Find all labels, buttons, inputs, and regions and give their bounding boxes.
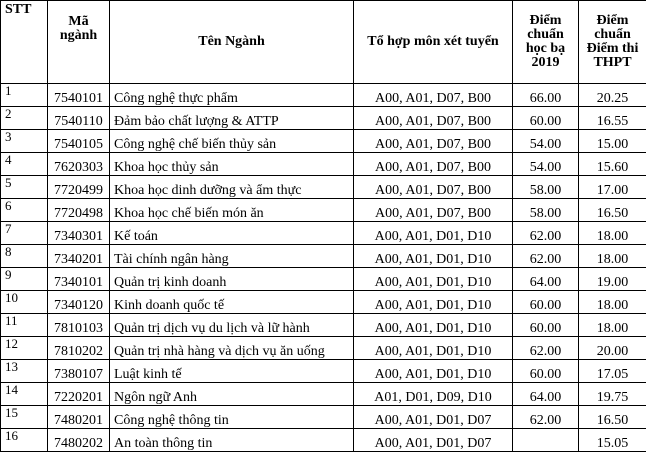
cell-ten-nganh: Quản trị kinh doanh: [110, 268, 354, 291]
cell-ten-nganh: Đảm bảo chất lượng & ATTP: [110, 107, 354, 130]
cell-diem-hoc-ba: 58.00: [513, 199, 579, 222]
cell-ma-nganh: 7720499: [48, 176, 110, 199]
cell-ma-nganh: 7340120: [48, 291, 110, 314]
cell-ten-nganh: Tài chính ngân hàng: [110, 245, 354, 268]
header-diem-hoc-ba: Điểm chuẩn học bạ 2019: [513, 1, 579, 84]
cell-ma-nganh: 7720498: [48, 199, 110, 222]
cell-ma-nganh: 7620303: [48, 153, 110, 176]
cell-stt: 12: [1, 337, 48, 360]
cell-ma-nganh: 7480202: [48, 429, 110, 452]
cell-stt: 14: [1, 383, 48, 406]
cell-stt: 1: [1, 84, 48, 107]
cell-stt: 8: [1, 245, 48, 268]
cell-to-hop: A00, A01, D01, D10: [354, 314, 513, 337]
cell-diem-thpt: 15.60: [579, 153, 646, 176]
cell-stt: 16: [1, 429, 48, 452]
cell-ten-nganh: Công nghệ chế biến thủy sản: [110, 130, 354, 153]
cell-diem-thpt: 20.00: [579, 337, 646, 360]
cell-diem-hoc-ba: 62.00: [513, 222, 579, 245]
cell-ma-nganh: 7540110: [48, 107, 110, 130]
cell-ten-nganh: Công nghệ thực phẩm: [110, 84, 354, 107]
table-row: [1, 360, 646, 383]
cell-ten-nganh: Kinh doanh quốc tế: [110, 291, 354, 314]
cell-diem-thpt: 16.55: [579, 107, 646, 130]
cell-to-hop: A00, A01, D07, B00: [354, 176, 513, 199]
table-row: [1, 130, 646, 153]
cell-to-hop: A01, D01, D09, D10: [354, 383, 513, 406]
cell-ten-nganh: An toàn thông tin: [110, 429, 354, 452]
cell-diem-hoc-ba: 54.00: [513, 153, 579, 176]
cell-ten-nganh: Quản trị nhà hàng và dịch vụ ăn uống: [110, 337, 354, 360]
cell-stt: 11: [1, 314, 48, 337]
table-row: [1, 222, 646, 245]
cell-to-hop: A00, A01, D01, D10: [354, 268, 513, 291]
cell-diem-thpt: 15.00: [579, 130, 646, 153]
cell-to-hop: A00, A01, D07, B00: [354, 153, 513, 176]
table-row: [1, 383, 646, 406]
header-row: [1, 1, 646, 84]
cell-diem-hoc-ba: 64.00: [513, 268, 579, 291]
cell-diem-thpt: 19.75: [579, 383, 646, 406]
cell-diem-thpt: 18.00: [579, 222, 646, 245]
cell-ma-nganh: 7340201: [48, 245, 110, 268]
cell-stt: 10: [1, 291, 48, 314]
cell-stt: 7: [1, 222, 48, 245]
cell-ma-nganh: 7810103: [48, 314, 110, 337]
cell-stt: 6: [1, 199, 48, 222]
cell-ma-nganh: 7340101: [48, 268, 110, 291]
cell-diem-hoc-ba: 62.00: [513, 337, 579, 360]
cell-ma-nganh: 7340301: [48, 222, 110, 245]
header-diem-thpt: Điểm chuẩn Điểm thi THPT: [579, 1, 646, 84]
cell-to-hop: A00, A01, D07, B00: [354, 84, 513, 107]
cell-ten-nganh: Ngôn ngữ Anh: [110, 383, 354, 406]
table-row: [1, 291, 646, 314]
cell-stt: 4: [1, 153, 48, 176]
cell-stt: 13: [1, 360, 48, 383]
table-row: [1, 199, 646, 222]
table-row: [1, 268, 646, 291]
table-row: [1, 84, 646, 107]
cell-stt: 2: [1, 107, 48, 130]
table-row: [1, 107, 646, 130]
cell-diem-thpt: 18.00: [579, 314, 646, 337]
header-stt: STT: [1, 1, 48, 84]
cell-ten-nganh: Kế toán: [110, 222, 354, 245]
cell-to-hop: A00, A01, D01, D10: [354, 245, 513, 268]
cell-ten-nganh: Khoa học chế biến món ăn: [110, 199, 354, 222]
cell-to-hop: A00, A01, D01, D07: [354, 429, 513, 452]
cell-ma-nganh: 7810202: [48, 337, 110, 360]
header-ma-nganh: Mã ngành: [48, 1, 110, 84]
header-to-hop: Tổ hợp môn xét tuyển: [354, 1, 513, 84]
table-row: [1, 337, 646, 360]
cell-stt: 9: [1, 268, 48, 291]
cell-diem-thpt: 20.25: [579, 84, 646, 107]
cell-diem-hoc-ba: 62.00: [513, 406, 579, 429]
cell-to-hop: A00, A01, D07, B00: [354, 199, 513, 222]
cell-stt: 5: [1, 176, 48, 199]
cell-diem-hoc-ba: 60.00: [513, 107, 579, 130]
cell-to-hop: A00, A01, D07, B00: [354, 107, 513, 130]
table-row: [1, 176, 646, 199]
cell-to-hop: A00, A01, D01, D07: [354, 406, 513, 429]
cell-ten-nganh: Công nghệ thông tin: [110, 406, 354, 429]
cell-diem-thpt: 19.00: [579, 268, 646, 291]
table-header: [1, 1, 646, 84]
cell-ma-nganh: 7480201: [48, 406, 110, 429]
cell-to-hop: A00, A01, D01, D10: [354, 222, 513, 245]
cell-diem-thpt: 17.05: [579, 360, 646, 383]
header-ten-nganh: Tên Ngành: [110, 1, 354, 84]
cell-to-hop: A00, A01, D01, D10: [354, 360, 513, 383]
cell-diem-thpt: 15.05: [579, 429, 646, 452]
cell-diem-thpt: 16.50: [579, 406, 646, 429]
table-row: [1, 314, 646, 337]
cell-to-hop: A00, A01, D01, D10: [354, 337, 513, 360]
cell-diem-hoc-ba: 60.00: [513, 314, 579, 337]
cell-ma-nganh: 7220201: [48, 383, 110, 406]
table-row: [1, 406, 646, 429]
cell-diem-thpt: 18.00: [579, 245, 646, 268]
cell-diem-hoc-ba: 60.00: [513, 291, 579, 314]
cell-ten-nganh: Quản trị dịch vụ du lịch và lữ hành: [110, 314, 354, 337]
cell-diem-hoc-ba: 60.00: [513, 360, 579, 383]
cell-ten-nganh: Khoa học dinh dưỡng và ẩm thực: [110, 176, 354, 199]
cell-diem-hoc-ba: 58.00: [513, 176, 579, 199]
cell-stt: 3: [1, 130, 48, 153]
cell-ten-nganh: Luật kinh tế: [110, 360, 354, 383]
cell-stt: 15: [1, 406, 48, 429]
cell-diem-thpt: 18.00: [579, 291, 646, 314]
cell-to-hop: A00, A01, D07, B00: [354, 130, 513, 153]
cell-diem-thpt: 17.00: [579, 176, 646, 199]
table-row: [1, 245, 646, 268]
cell-to-hop: A00, A01, D01, D10: [354, 291, 513, 314]
table-body: [1, 84, 646, 452]
cell-diem-hoc-ba: 66.00: [513, 84, 579, 107]
cell-diem-thpt: 16.50: [579, 199, 646, 222]
cell-ten-nganh: Khoa học thủy sản: [110, 153, 354, 176]
cell-diem-hoc-ba: 54.00: [513, 130, 579, 153]
cell-diem-hoc-ba: 64.00: [513, 383, 579, 406]
cell-ma-nganh: 7540105: [48, 130, 110, 153]
cell-ma-nganh: 7540101: [48, 84, 110, 107]
table-row: [1, 153, 646, 176]
cell-ma-nganh: 7380107: [48, 360, 110, 383]
cell-diem-hoc-ba: 62.00: [513, 245, 579, 268]
